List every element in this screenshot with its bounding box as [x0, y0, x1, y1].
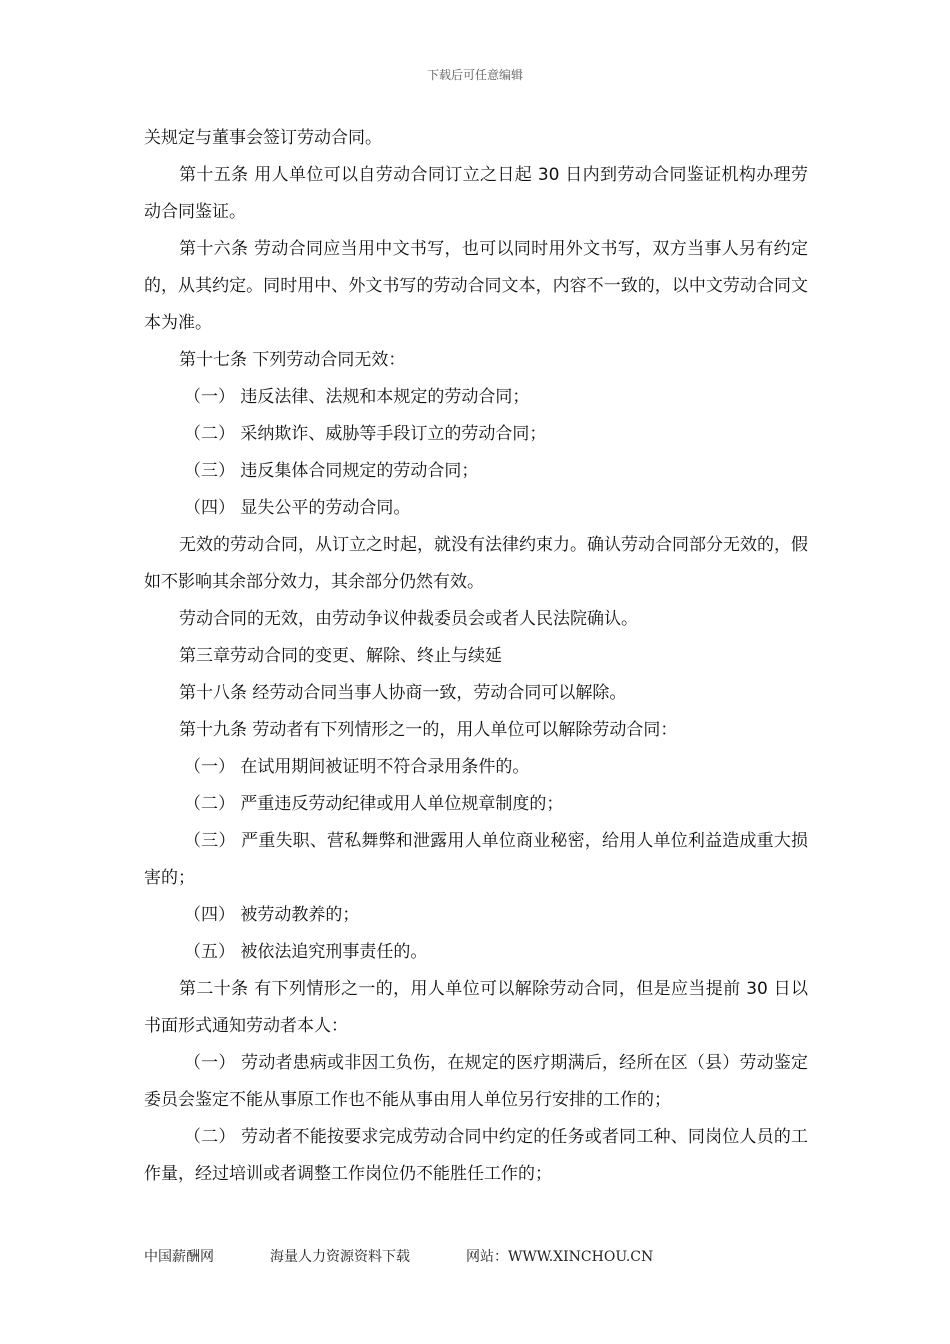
- list-item: （二） 劳动者不能按要求完成劳动合同中约定的任务或者同工种、同岗位人员的工作量，经过培训或者调整工作岗位仍不能胜任工作的；: [144, 1127, 808, 1184]
- article-20: 第二十条 有下列情形之一的，用人单位可以解除劳动合同，但是应当提前 30 日以书面形式通知劳动者本人：: [144, 979, 808, 1036]
- list-item: （一） 违反法律、法规和本规定的劳动合同；: [184, 387, 530, 407]
- list-item: （四） 被劳动教养的；: [184, 905, 360, 925]
- list-item: （二） 采纳欺诈、威胁等手段订立的劳动合同；: [184, 424, 547, 444]
- paragraph: 劳动合同的无效，由劳动争议仲裁委员会或者人民法院确认。: [179, 609, 638, 629]
- document-body: [144, 120, 808, 1193]
- paragraph: 关规定与董事会签订劳动合同。: [144, 128, 382, 148]
- footer-site-name: 中国薪酬网: [144, 1249, 214, 1265]
- chapter-heading: 第三章劳动合同的变更、解除、终止与续延: [179, 646, 502, 666]
- list-item: （三） 严重失职、营私舞弊和泄露用人单位商业秘密，给用人单位利益造成重大损害的；: [144, 831, 808, 888]
- paragraph: 无效的劳动合同，从订立之时起，就没有法律约束力。确认劳动合同部分无效的，假如不影响其余部分效力，其余部分仍然有效。: [144, 535, 808, 592]
- article-16: 第十六条 劳动合同应当用中文书写，也可以同时用外文书写，双方当事人另有约定的，从其约定。同时用中、外文书写的劳动合同文本，内容不一致的，以中文劳动合同文本为准。: [144, 239, 808, 333]
- article-18: 第十八条 经劳动合同当事人协商一致，劳动合同可以解除。: [179, 683, 627, 703]
- article-19: 第十九条 劳动者有下列情形之一的，用人单位可以解除劳动合同：: [179, 720, 678, 740]
- list-item: （三） 违反集体合同规定的劳动合同；: [184, 461, 479, 481]
- list-item: （一） 在试用期间被证明不符合录用条件的。: [184, 757, 530, 777]
- list-item: （五） 被依法追究刑事责任的。: [184, 942, 428, 962]
- footer-slogan: 海量人力资源资料下载: [270, 1249, 410, 1265]
- list-item: （一） 劳动者患病或非因工负伤，在规定的医疗期满后，经所在区（县）劳动鉴定委员会鉴定不能从事原工作也不能从事由用人单位另行安排的工作的；: [144, 1053, 808, 1110]
- list-item: （四） 显失公平的劳动合同。: [184, 498, 411, 518]
- header-note: 下载后可任意编辑: [426, 68, 523, 82]
- footer-website-link[interactable]: 网站：WWW.XINCHOU.CN: [466, 1249, 654, 1265]
- list-item: （二） 严重违反劳动纪律或用人单位规章制度的；: [184, 794, 564, 814]
- article-17: 第十七条 下列劳动合同无效：: [179, 350, 406, 370]
- article-15: 第十五条 用人单位可以自劳动合同订立之日起 30 日内到劳动合同鉴证机构办理劳动合同鉴证。: [144, 165, 808, 222]
